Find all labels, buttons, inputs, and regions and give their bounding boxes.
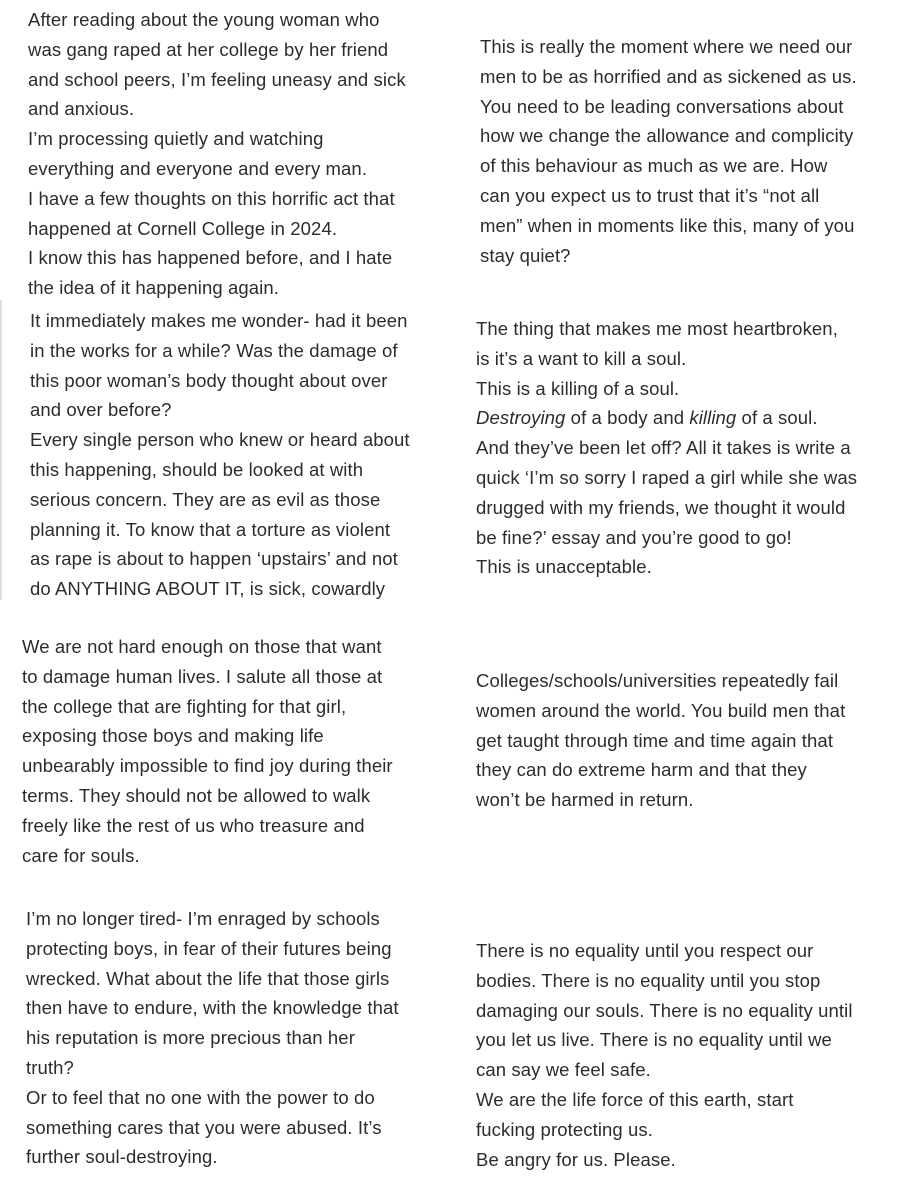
text-panel-2 bbox=[480, 32, 885, 270]
panel-edge-divider bbox=[0, 300, 2, 600]
paragraph-8: There is no equality until you respect our bodies. There is no equality until you stop damaging our souls. There is no equality until you let us live. There is no equality until we can say we feel safe. We are the life force of this earth, start fucking protecting us. Be angry for us. Please. bbox=[476, 940, 853, 1170]
paragraph-4-mid-1: of a body and bbox=[565, 407, 690, 429]
text-panel-1 bbox=[28, 5, 453, 303]
text-panel-7 bbox=[26, 904, 456, 1172]
emphasis-destroying: Destroying bbox=[476, 407, 566, 429]
paragraph-4-mid-2: of a soul. bbox=[736, 407, 818, 429]
text-panel-4 bbox=[476, 314, 886, 582]
text-panel-8 bbox=[476, 936, 886, 1174]
text-panel-3 bbox=[30, 306, 455, 604]
paragraph-6: Colleges/schools/universities repeatedly fail women around the world. You build men that get taught through time and time again that they can do extreme harm and that they won’t be harmed in return. bbox=[476, 670, 846, 811]
paragraph-1: After reading about the young woman who was gang raped at her college by her friend and school peers, I’m feeling uneasy and sick and anxious. I’m processing quietly and watching everything and everyone and every man. I have a few thoughts on this horrific act that happened at Cornell College in 2024. I know this has happened before, and I hate the idea of it happening again. bbox=[28, 9, 406, 299]
paragraph-2: This is really the moment where we need our men to be as horrified and as sickened as us. You need to be leading conversations about how we change the allowance and complicity of this behaviour as much as we are. How can you expect us to trust that it’s “not all men” when in moments like this, many of you stay quiet? bbox=[480, 36, 857, 266]
text-panel-6 bbox=[476, 666, 886, 815]
paragraph-4 bbox=[476, 314, 886, 582]
paragraph-4-opening: The thing that makes me most heartbroken, is it’s a want to kill a soul. This is a killing of a soul. bbox=[476, 318, 838, 399]
paragraph-4-rest: And they’ve been let off? All it takes is write a quick ‘I’m so sorry I raped a girl while she was drugged with my friends, we thought it would be fine?’ essay and you’re good to go! This is unacceptable. bbox=[476, 437, 858, 578]
paragraph-3: It immediately makes me wonder- had it been in the works for a while? Was the damage of this poor woman’s body thought about over and over before? Every single person who knew or heard about this happening, should be looked at with serious concern. They are as evil as those planning it. To know that a torture as violent as rape is about to happen ‘upstairs’ and not do ANYTHING ABOUT IT, is sick, cowardly bbox=[30, 310, 410, 600]
paragraph-7: I’m no longer tired- I’m enraged by schools protecting boys, in fear of their futures being wrecked. What about the life that those girls then have to endure, with the knowledge that his reputation is more precious than her truth? Or to feel that no one with the power to do something cares that you were abused. It’s further soul-destroying. bbox=[26, 908, 399, 1168]
paragraph-5: We are not hard enough on those that want to damage human lives. I salute all those at the college that are fighting for that girl, exposing those boys and making life unbearably impossible to find joy during their terms. They should not be allowed to walk freely like the rest of us who treasure and care for souls. bbox=[22, 636, 393, 866]
emphasis-killing: killing bbox=[689, 407, 737, 429]
text-panel-5 bbox=[22, 632, 452, 870]
